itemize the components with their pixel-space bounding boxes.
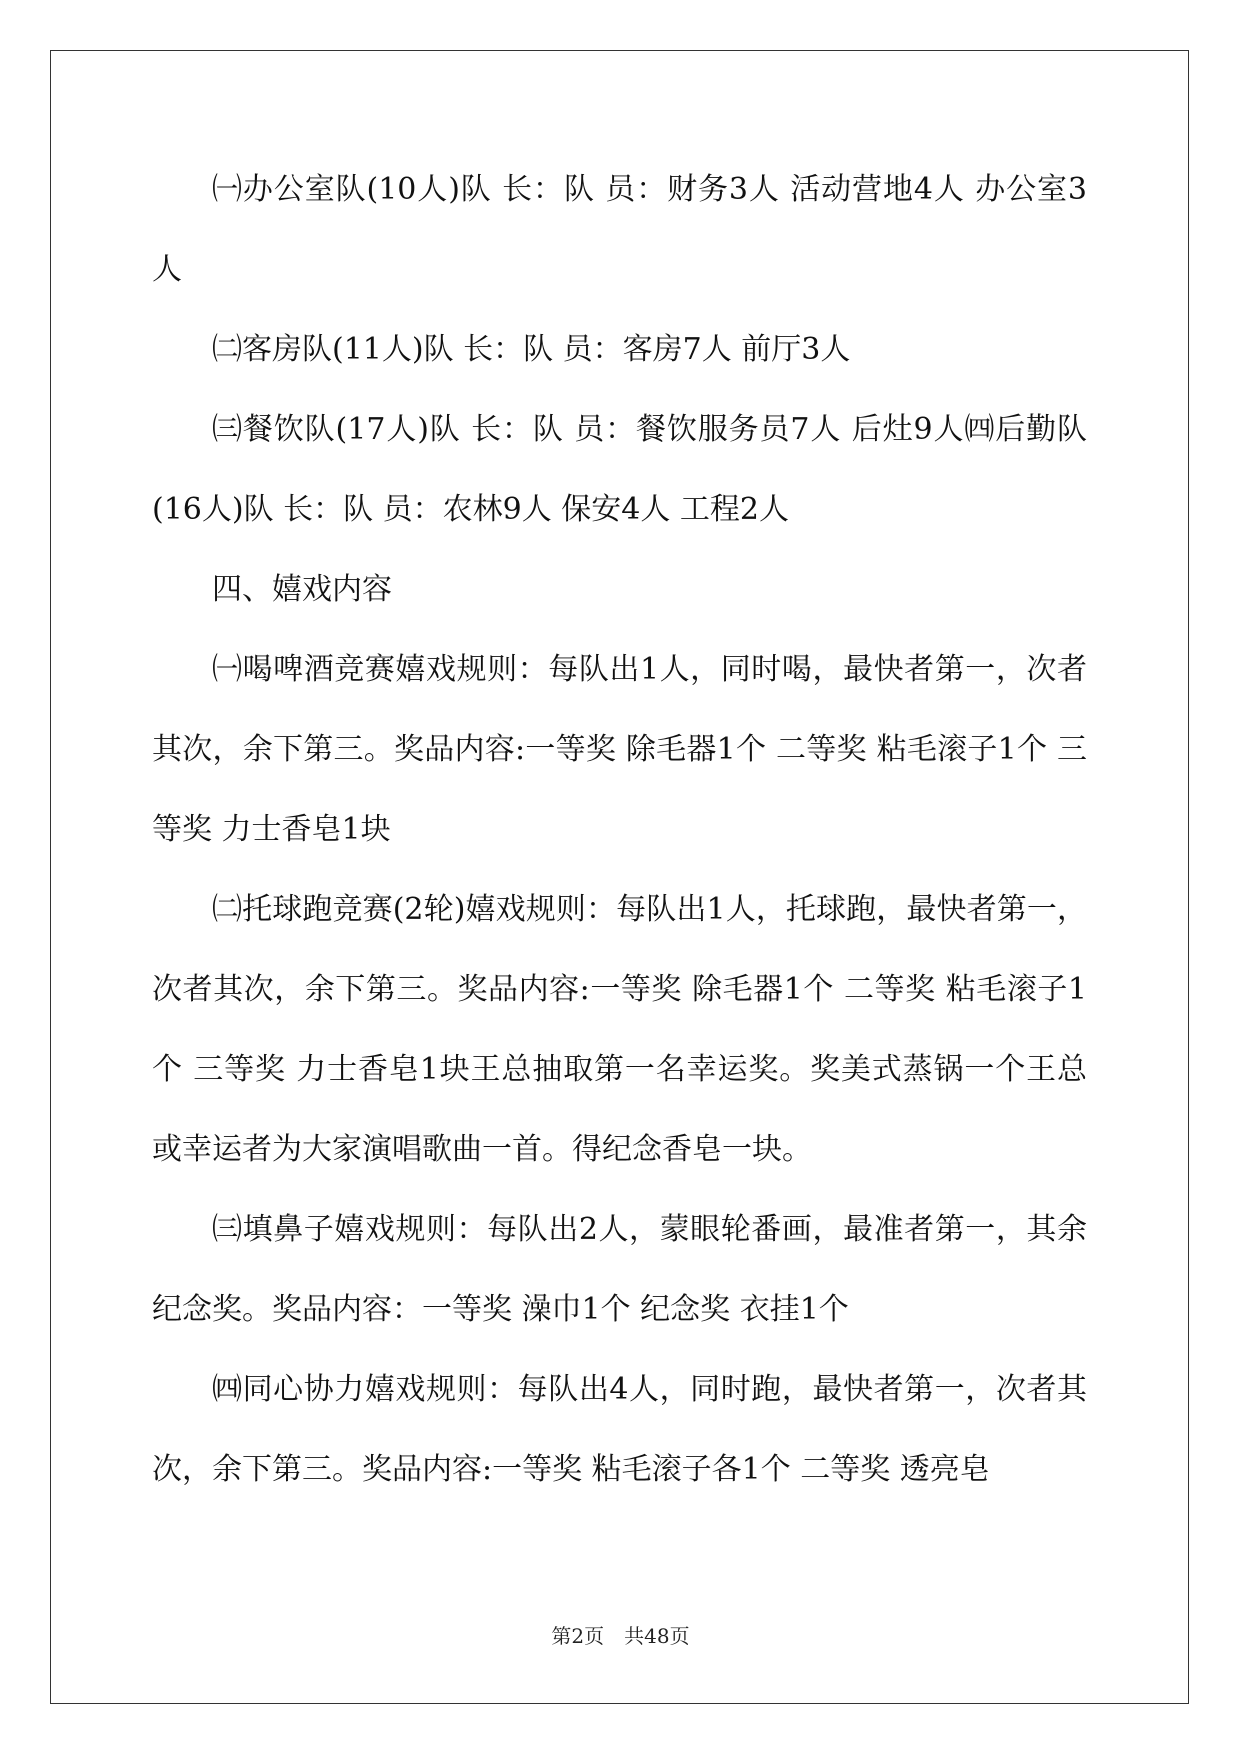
paragraph-catering-team: ㈢餐饮队(17人)队 长：队 员：餐饮服务员7人 后灶9人㈣后勤队(16人)队 长：队 员：农林9人 保安4人 工程2人 <box>152 412 1087 527</box>
paragraph-nose-game: ㈢填鼻子嬉戏规则：每队出2人，蒙眼轮番画，最准者第一，其余纪念奖。奖品内容：一等奖 澡巾1个 纪念奖 衣挂1个 <box>152 1212 1087 1327</box>
paragraph-housekeeping-team: ㈡客房队(11人)队 长：队 员：客房7人 前厅3人 <box>212 332 851 367</box>
paragraph-beer-contest: ㈠喝啤酒竞赛嬉戏规则：每队出1人，同时喝，最快者第一，次者其次，余下第三。奖品内容:一等奖 除毛器1个 二等奖 粘毛滚子1个 三等奖 力士香皂1块 <box>152 652 1087 847</box>
paragraph-office-team: ㈠办公室队(10人)队 长：队 员：财务3人 活动营地4人 办公室3人 <box>152 172 1087 287</box>
document-body <box>152 150 1087 1510</box>
paragraph-ball-race: ㈡托球跑竞赛(2轮)嬉戏规则：每队出1人，托球跑，最快者第一，次者其次，余下第三。奖品内容:一等奖 除毛器1个 二等奖 粘毛滚子1个 三等奖 力士香皂1块王总抽取第一名幸运奖。奖美式蒸锅一个王总或幸运者为大家演唱歌曲一首。得纪念香皂一块。 <box>152 892 1087 1167</box>
paragraph-teamwork-game: ㈣同心协力嬉戏规则：每队出4人，同时跑，最快者第一，次者其次，余下第三。奖品内容:一等奖 粘毛滚子各1个 二等奖 透亮皂 <box>152 1372 1087 1487</box>
page-number: 第2页 共48页 <box>551 1624 690 1648</box>
section-heading-game-content: 四、嬉戏内容 <box>212 572 392 607</box>
